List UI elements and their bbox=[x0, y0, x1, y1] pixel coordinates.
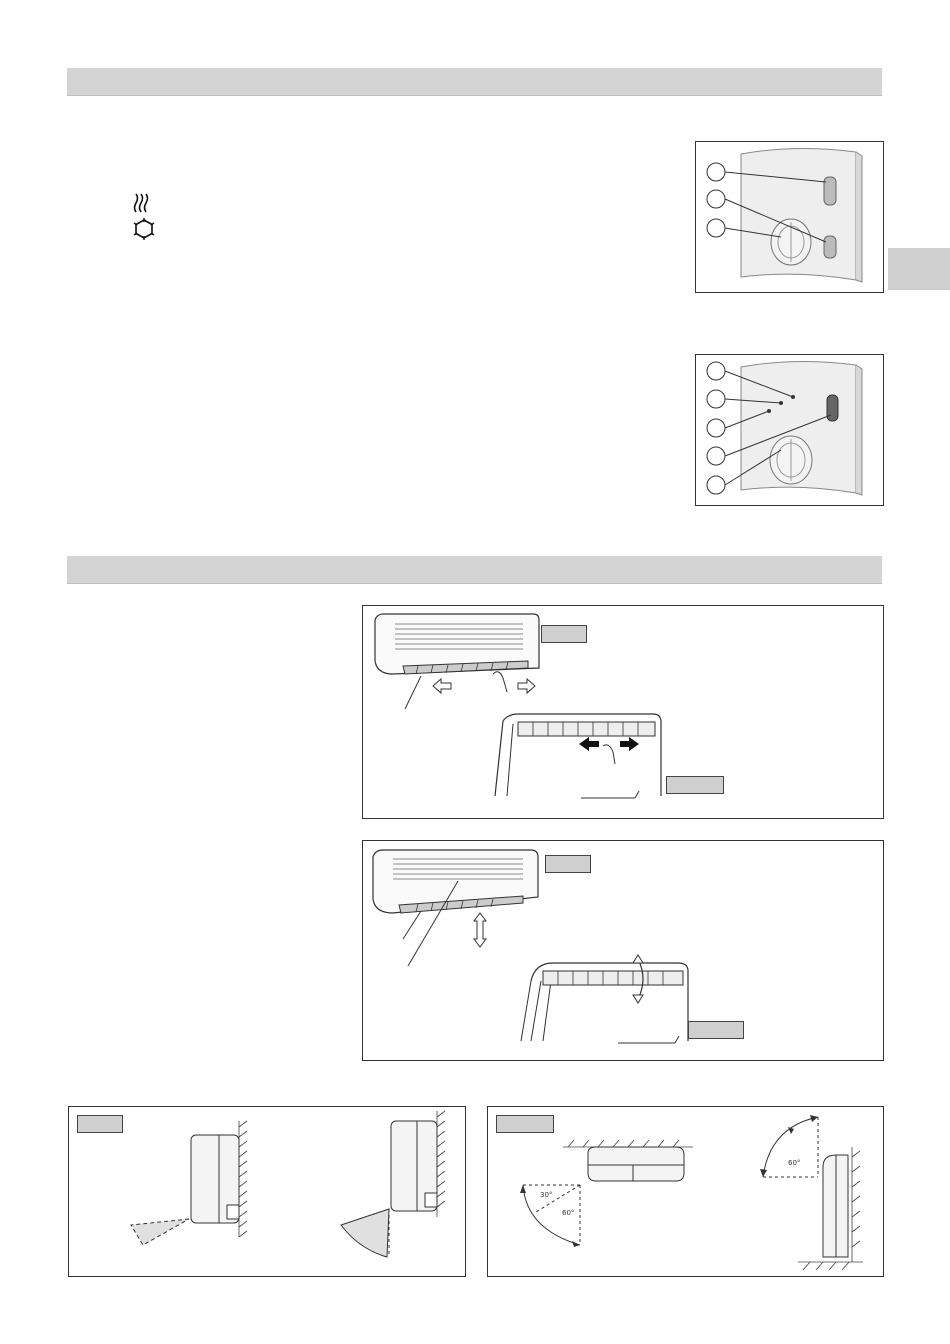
heating-icon bbox=[133, 192, 151, 214]
airflow-wall-figure bbox=[68, 1106, 466, 1277]
thermostat-b-figure bbox=[695, 354, 884, 506]
figure-label-tag bbox=[541, 625, 587, 643]
figure-label-tag bbox=[545, 855, 591, 873]
svg-text:30°: 30° bbox=[540, 1191, 553, 1199]
cooling-icon bbox=[133, 218, 155, 240]
section-header-bar bbox=[67, 68, 882, 96]
side-language-tab bbox=[888, 248, 950, 290]
figure-label-tag bbox=[496, 1115, 554, 1133]
thermostat-a-figure bbox=[695, 141, 884, 293]
figure-label-tag bbox=[688, 1021, 744, 1039]
louver-horizontal-figure bbox=[362, 605, 884, 819]
airflow-angle-figure bbox=[487, 1106, 884, 1277]
figure-label-tag bbox=[77, 1115, 123, 1133]
louver-vertical-figure bbox=[362, 840, 884, 1061]
svg-text:60°: 60° bbox=[562, 1209, 575, 1217]
section-header-bar bbox=[67, 556, 882, 584]
figure-label-tag bbox=[666, 776, 724, 794]
svg-text:60°: 60° bbox=[788, 1159, 801, 1167]
